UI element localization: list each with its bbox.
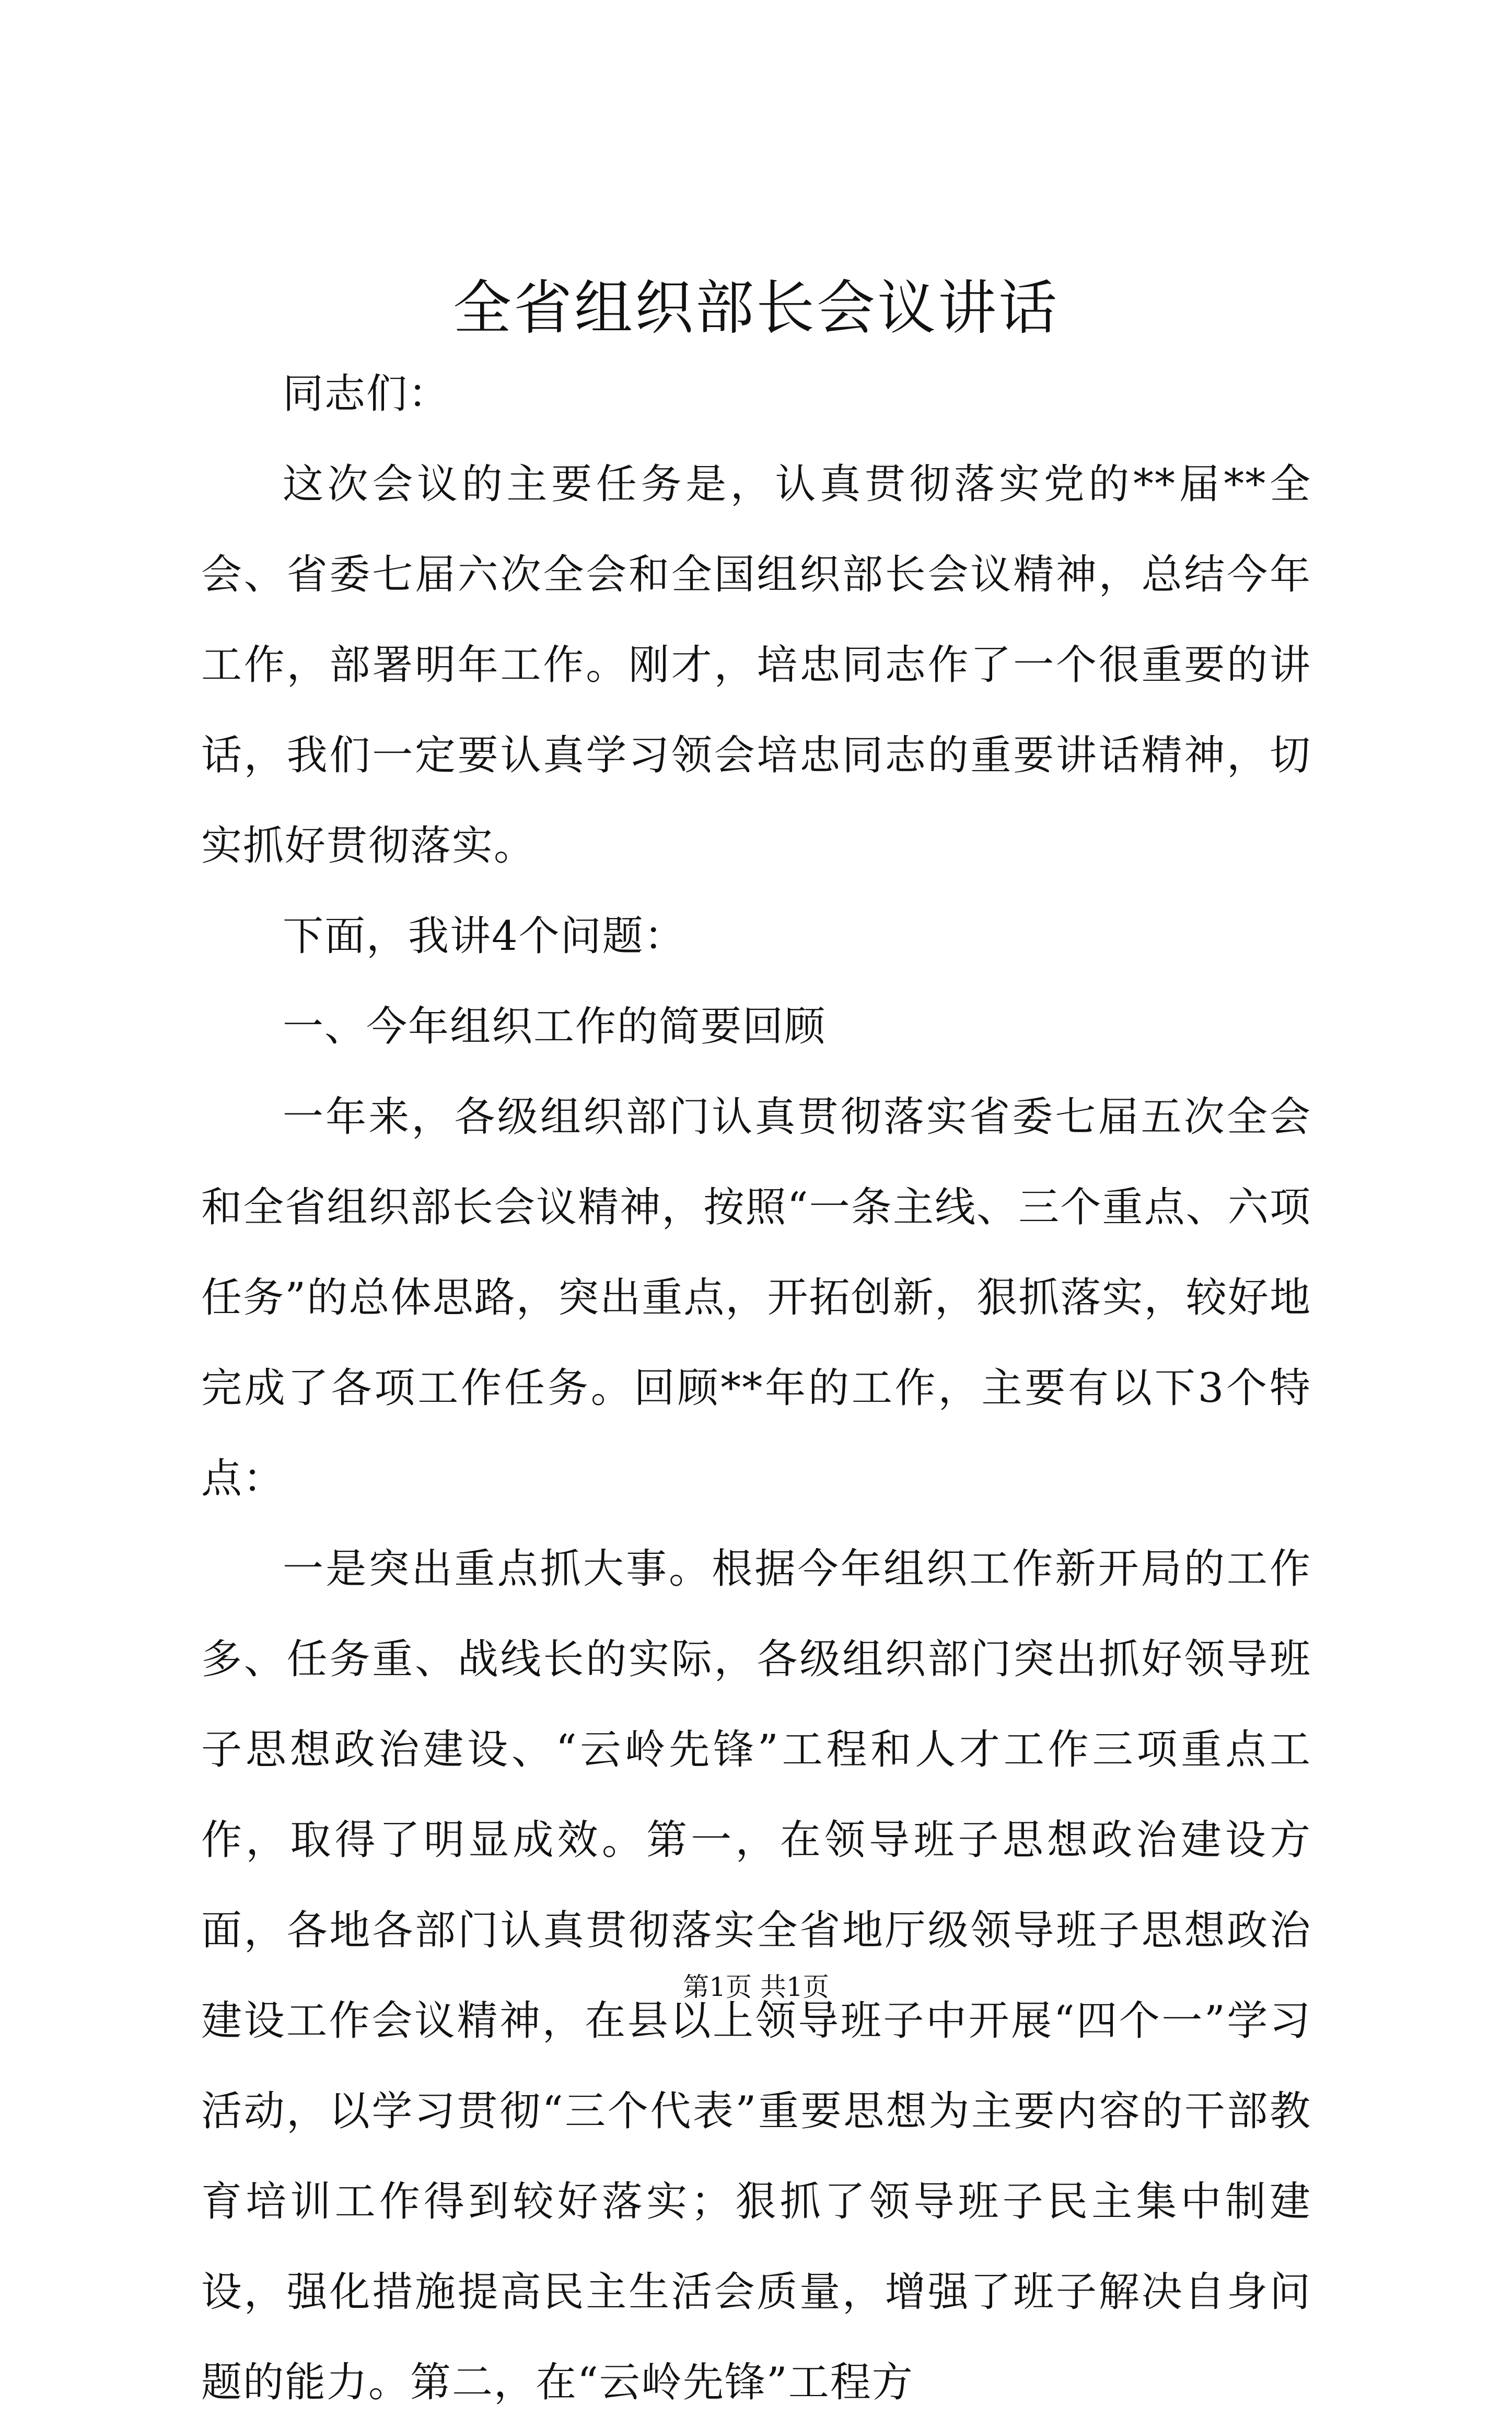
paragraph-salutation: 同志们： [283,370,450,417]
page-footer: 第1页 共1页 [683,1972,829,2002]
section-heading-1: 一、今年组织工作的简要回顾 [283,1003,827,1050]
paragraph-review: 一年来，各级组织部门认真贯彻落实省委七届五次全会和全省组织部长会议精神，按照“一条主线、三个重点、六项任务”的总体思路，突出重点，开拓创新，狠抓落实，较好地完成了各项工作任务。回顾**年的工作，主要有以下3个特点： [201,1094,1311,1502]
document-body [201,349,1311,2428]
paragraph-feature-1: 一是突出重点抓大事。根据今年组织工作新开局的工作多、任务重、战线长的实际，各级组织部门突出抓好领导班子思想政治建设、“云岭先锋”工程和人才工作三项重点工作，取得了明显成效。第一，在领导班子思想政治建设方面，各地各部门认真贯彻落实全省地厅级领导班子思想政治建设工作会议精神，在县以上领导班子中开展“四个一”学习活动，以学习贯彻“三个代表”重要思想为主要内容的干部教育培训工作得到较好落实；狠抓了领导班子民主集中制建设，强化措施提高民主生活会质量，增强了班子解决自身问题的能力。第二，在“云岭先锋”工程方 [201,1546,1311,2406]
document-title: 全省组织部长会议讲话 [453,274,1059,342]
paragraph-outline: 下面，我讲4个问题： [283,913,686,960]
paragraph-intro: 这次会议的主要任务是，认真贯彻落实党的**届**全会、省委七届六次全会和全国组织部长会议精神，总结今年工作，部署明年工作。刚才，培忠同志作了一个很重要的讲话，我们一定要认真学习领会培忠同志的重要讲话精神，切实抓好贯彻落实。 [201,461,1311,869]
